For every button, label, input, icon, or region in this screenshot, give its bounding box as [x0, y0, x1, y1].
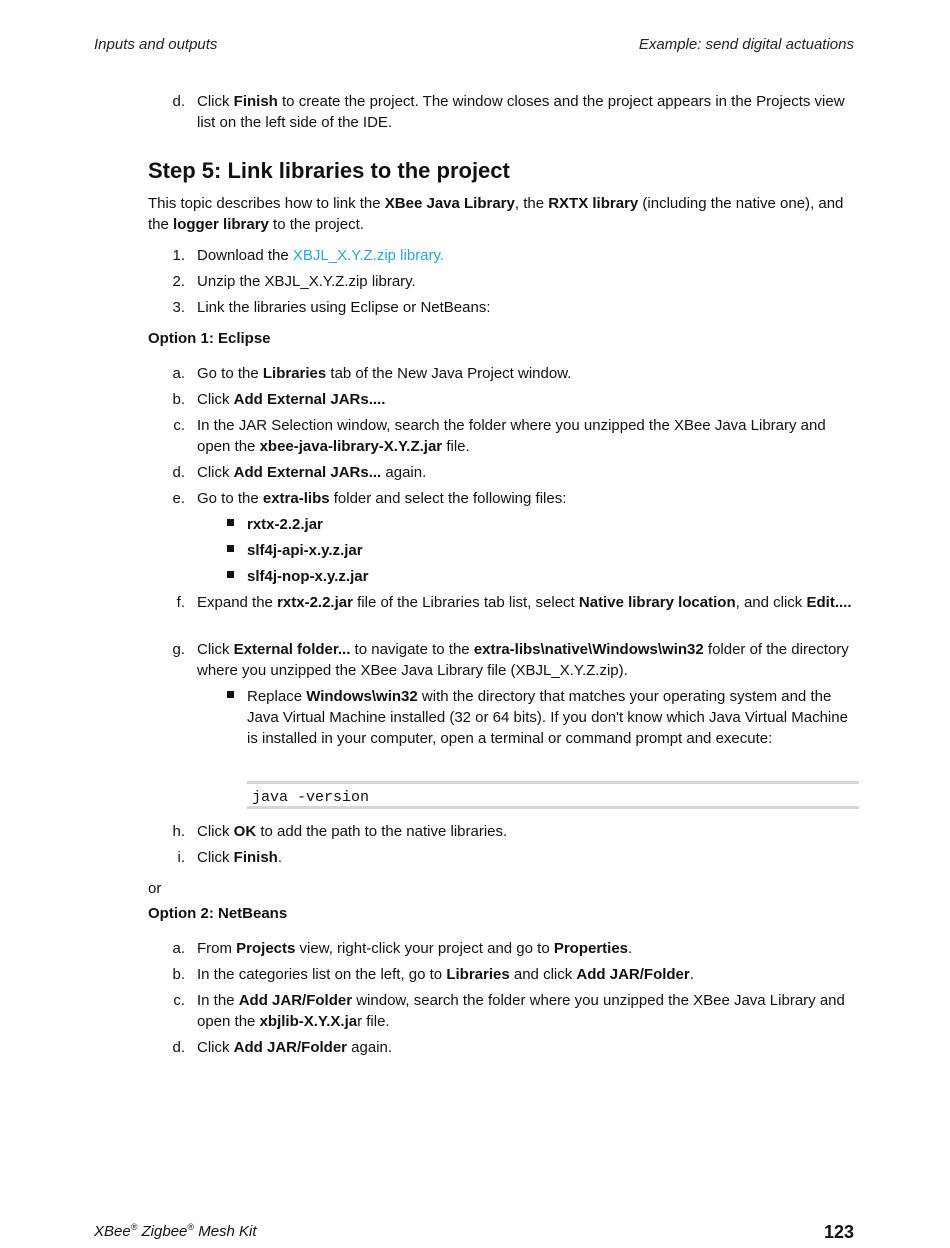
- eclipse-g-text: Click External folder... to navigate to the extra-libs\native\Windows\win32 folder of the directory where you unzipped the XBee Java Library file (XBJL_X.Y.Z.zip).: [197, 641, 849, 679]
- step-3-number: 3.: [172, 299, 185, 316]
- file-item: rxtx-2.2.jar: [247, 516, 323, 533]
- intro-item-text: Click Finish to create the project. The window closes and the project appears in the Projects view list on the left side of the IDE.: [197, 93, 845, 131]
- eclipse-h-text: Click OK to add the path to the native libraries.: [197, 823, 508, 840]
- bullet-marker: [227, 519, 237, 529]
- eclipse-c-label: c.: [173, 417, 185, 434]
- eclipse-a-label: a.: [172, 365, 185, 382]
- bullet-marker: [227, 571, 237, 581]
- step-2-number: 2.: [172, 273, 185, 290]
- eclipse-d-text: Click Add External JARs... again.: [197, 464, 427, 481]
- netbeans-b-text: In the categories list on the left, go to Libraries and click Add JAR/Folder.: [197, 966, 694, 983]
- eclipse-i-text: Click Finish.: [197, 849, 283, 866]
- code-block: java -version: [247, 781, 859, 809]
- eclipse-g-bullet-text: Replace Windows\win32 with the directory that matches your operating system and the Java Virtual Machine installed (32 or 64 bits). If you don't know which Java Virtual Machine is installed in your computer, open a terminal or command prompt and execute:: [247, 688, 848, 747]
- step-1-number: 1.: [172, 247, 185, 264]
- step-title: Step 5: Link libraries to the project: [148, 158, 510, 183]
- eclipse-g-label: g.: [172, 641, 185, 658]
- bullet-marker: [227, 545, 237, 555]
- option-1-title: Option 1: Eclipse: [148, 330, 271, 347]
- eclipse-i-label: i.: [177, 849, 185, 866]
- netbeans-a-label: a.: [172, 940, 185, 957]
- netbeans-c-text: In the Add JAR/Folder window, search the folder where you unzipped the XBee Java Library and open the xbjlib-X.Y.X.jar file.: [197, 992, 845, 1030]
- step-description: This topic describes how to link the XBee Java Library, the RXTX library (including the native one), and the logger library to the project.: [148, 195, 844, 233]
- running-header-left: Inputs and outputs: [94, 36, 218, 53]
- file-item: slf4j-nop-x.y.z.jar: [247, 568, 369, 585]
- eclipse-f-text: Expand the rxtx-2.2.jar file of the Libraries tab list, select Native library location, and click Edit....: [197, 594, 852, 611]
- page-number: 123: [823, 1222, 854, 1242]
- intro-item-label: d.: [172, 93, 185, 110]
- netbeans-d-text: Click Add JAR/Folder again.: [197, 1039, 393, 1056]
- step-3-text: Link the libraries using Eclipse or NetBeans:: [197, 299, 491, 316]
- running-header-right: Example: send digital actuations: [638, 36, 854, 53]
- eclipse-e-text: Go to the extra-libs folder and select the following files:: [197, 490, 567, 507]
- eclipse-e-label: e.: [172, 490, 185, 507]
- step-1-text: Download the XBJL_X.Y.Z.zip library.: [197, 247, 445, 264]
- eclipse-d-label: d.: [172, 464, 185, 481]
- eclipse-c-text: In the JAR Selection window, search the folder where you unzipped the XBee Java Library and open the xbee-java-library-X.Y.Z.jar file.: [197, 417, 826, 455]
- netbeans-c-label: c.: [173, 992, 185, 1009]
- eclipse-b-label: b.: [172, 391, 185, 408]
- netbeans-a-text: From Projects view, right-click your project and go to Properties.: [197, 940, 633, 957]
- netbeans-d-label: d.: [172, 1039, 185, 1056]
- eclipse-a-text: Go to the Libraries tab of the New Java Project window.: [197, 365, 572, 382]
- option-2-title: Option 2: NetBeans: [148, 905, 288, 922]
- file-item: slf4j-api-x.y.z.jar: [247, 542, 363, 559]
- footer-title: XBee® Zigbee® Mesh Kit: [94, 1222, 257, 1240]
- netbeans-b-label: b.: [172, 966, 185, 983]
- eclipse-h-label: h.: [172, 823, 185, 840]
- eclipse-f-label: f.: [176, 594, 185, 611]
- or-separator: or: [148, 880, 162, 897]
- bullet-marker: [227, 691, 237, 701]
- eclipse-b-text: Click Add External JARs....: [197, 391, 386, 408]
- step-2-text: Unzip the XBJL_X.Y.Z.zip library.: [197, 273, 416, 290]
- library-download-link[interactable]: XBJL_X.Y.Z.zip library.: [292, 247, 445, 264]
